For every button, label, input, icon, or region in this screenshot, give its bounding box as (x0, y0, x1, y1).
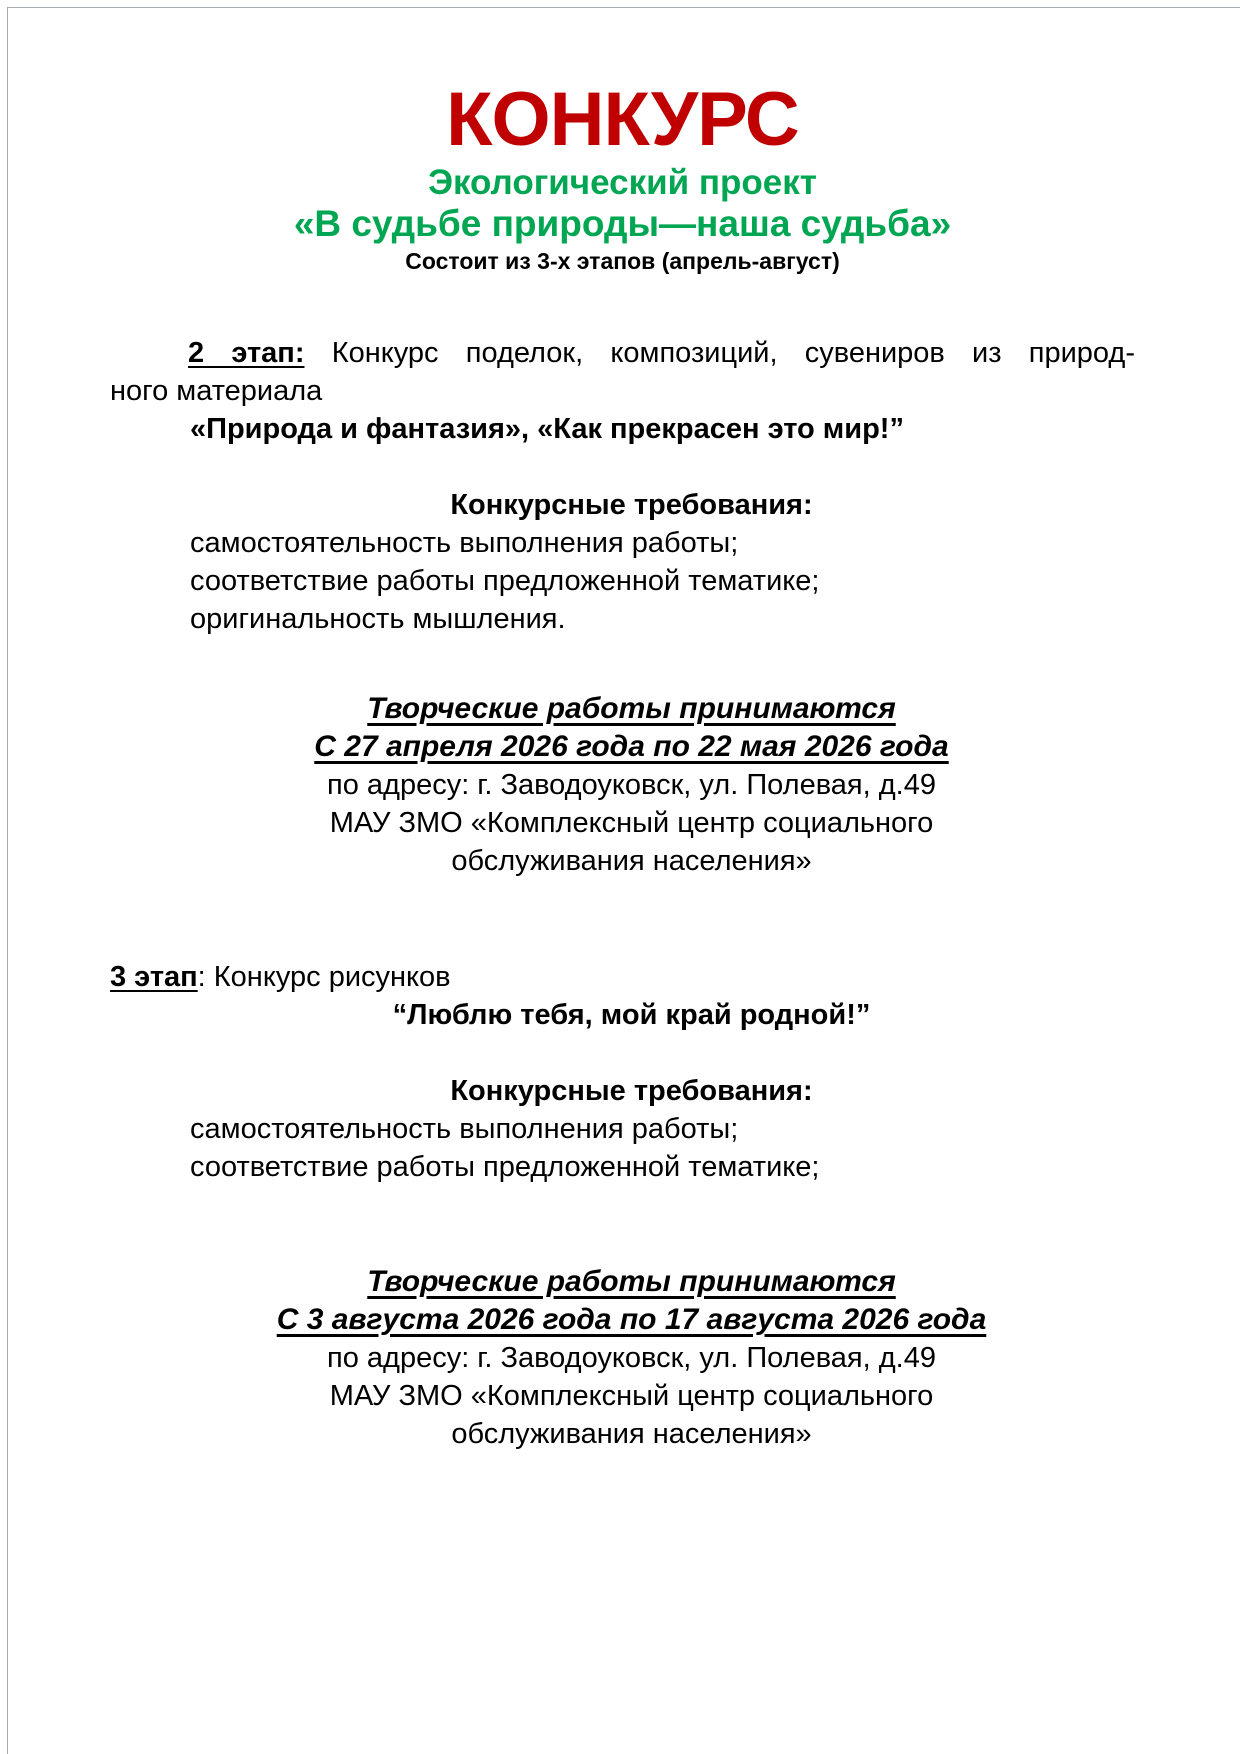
stage2-address: по адресу: г. Заводоуковск, ул. Полевая, д.49 (327, 769, 936, 801)
stage3-accept-dates-text: С 3 августа 2026 года по 17 августа 2026 года (276, 1303, 987, 1336)
project-subtitle: Экологический проект (428, 163, 817, 202)
stage3-accept-block (110, 1263, 1135, 1453)
stage3-requirements-title: Конкурсные требования: (450, 1075, 813, 1107)
stage3-organization-line2: обслуживания населения» (451, 1418, 812, 1450)
stage2-intro-line1 (110, 334, 1135, 372)
stage2-accept-title (110, 690, 1135, 728)
stage3-accept-title (110, 1263, 1135, 1301)
stage2-intro-line2: ного материала (110, 375, 323, 407)
stage3-requirement-item: самостоятельность выполнения работы; (190, 1113, 739, 1145)
stage2-requirements-title: Конкурсные требования: (450, 489, 813, 521)
stage2-section (110, 334, 1135, 880)
stage2-accept-dates (110, 728, 1135, 766)
stage2-requirement-item: соответствие работы предложенной тематике; (190, 565, 820, 597)
stage3-label: 3 этап (110, 961, 198, 993)
stage2-requirement-item: самостоятельность выполнения работы; (190, 527, 739, 559)
stage3-section (110, 958, 1135, 1453)
stage3-accept-dates (110, 1301, 1135, 1339)
project-name: «В судьбе природы—наша судьба» (293, 203, 952, 244)
stage2-intro-text: Конкурс поделок, композиций, сувениров из природ- (304, 337, 1135, 369)
stage2-label: 2 этап: (188, 337, 305, 369)
stages-note: Состоит из 3-х этапов (апрель-август) (405, 248, 840, 274)
stage2-requirement-item: оригинальность мышления. (190, 603, 566, 635)
stage2-organization-line1: МАУ ЗМО «Комплексный центр социального (329, 807, 934, 839)
contest-title: КОНКУРС (446, 77, 799, 162)
stage3-organization-line1: МАУ ЗМО «Комплексный центр социального (329, 1380, 934, 1412)
stage3-accept-title-text: Творческие работы принимаются (367, 1265, 896, 1298)
stage2-organization-line2: обслуживания населения» (451, 845, 812, 877)
stage3-intro-text: : Конкурс рисунков (197, 961, 451, 993)
stage2-accept-dates-text: С 27 апреля 2026 года по 22 мая 2026 года (314, 730, 949, 763)
stage2-accept-block (110, 690, 1135, 880)
stage3-address: по адресу: г. Заводоуковск, ул. Полевая, д.49 (327, 1342, 936, 1374)
stage2-accept-title-text: Творческие работы принимаются (367, 692, 896, 725)
stage2-themes: «Природа и фантазия», «Как прекрасен это мир!” (190, 413, 904, 445)
document-content (0, 78, 1240, 1453)
stage3-requirement-item: соответствие работы предложенной тематике; (190, 1151, 820, 1183)
stage3-theme: “Люблю тебя, мой край родной!” (392, 999, 871, 1031)
stage3-intro (110, 958, 1135, 996)
